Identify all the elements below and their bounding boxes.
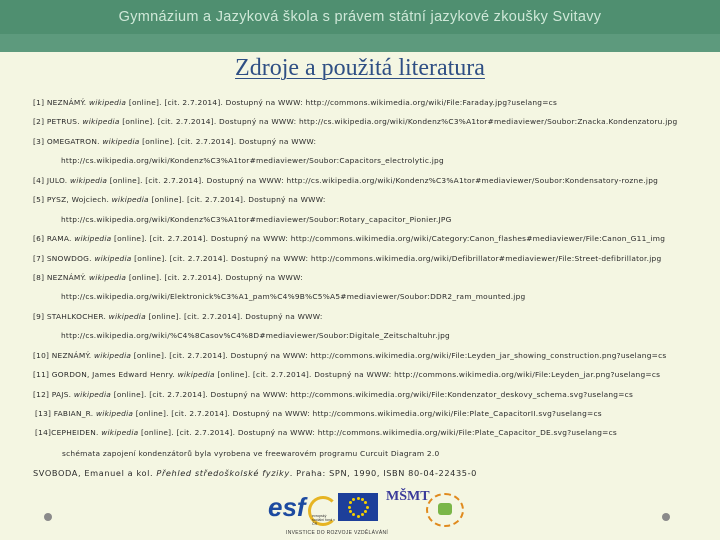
eu-funding-logos: [268, 490, 478, 538]
reference-item: [33, 389, 713, 408]
eu-star-icon: [361, 513, 364, 516]
reference-prefix: [12] PAJS.: [33, 389, 74, 399]
reference-prefix: [14]CEPHEIDEN.: [35, 428, 102, 438]
eu-star-icon: [349, 501, 352, 504]
reference-item: [33, 311, 713, 330]
reference-item: [33, 369, 713, 388]
reference-source: wikipedia: [89, 98, 127, 107]
reference-item: [33, 330, 713, 349]
reference-item: [33, 97, 713, 116]
reference-prefix: [3] OMEGATRON.: [33, 136, 103, 146]
reference-prefix: [11] GORDON, James Edward Henry.: [33, 370, 178, 380]
msmt-logo: [386, 489, 430, 524]
bullet-dot-left: [44, 513, 52, 521]
reference-item: [33, 291, 713, 310]
eu-star-icon: [348, 506, 351, 509]
reference-item: [33, 272, 713, 291]
eu-flag-icon: [338, 493, 378, 521]
reference-source: wikipedia: [96, 409, 134, 418]
reference-prefix: [10] NEZNÁMÝ.: [33, 350, 94, 360]
book-reference: [33, 468, 477, 478]
eu-star-icon: [352, 513, 355, 516]
reference-item: [33, 350, 713, 369]
eu-star-icon: [364, 501, 367, 504]
reference-item: [33, 136, 713, 155]
eu-star-icon: [366, 506, 369, 509]
eu-star-icon: [357, 497, 360, 500]
reference-source: wikipedia: [89, 272, 127, 282]
reference-details: [online]. [cit. 2.7.2014]. Dostupný na WWW:: [139, 136, 317, 146]
reference-prefix: [9] STAHLKOCHER.: [33, 311, 109, 321]
msmt-logo-text: MŠMT: [386, 489, 430, 504]
op-logo-icon: [426, 493, 464, 527]
eu-star-icon: [361, 498, 364, 501]
reference-prefix: [7] SNOWDOG.: [33, 253, 95, 263]
op-logo-core: [438, 503, 452, 515]
esf-logo-text: esf: [268, 492, 306, 522]
reference-source: wikipedia: [111, 195, 149, 205]
reference-details: [online]. [cit. 2.7.2014]. Dostupný na WWW: http://commons.wikimedia.org/wiki/Category:Canon_flashes#mediaviewer/File:Canon_G11_img: [111, 234, 666, 244]
reference-item: [33, 427, 713, 446]
book-author: SVOBODA, Emanuel a kol.: [33, 468, 157, 478]
reference-item: [33, 175, 713, 194]
reference-details: [online]. [cit. 2.7.2014]. Dostupný na WWW: http://commons.wikimedia.org/wiki/File:Kondenzator_deskovy_schema.svg?uselang=cs: [111, 389, 634, 399]
eu-star-icon: [357, 515, 360, 518]
reference-source: wikipedia: [108, 311, 146, 321]
header-band: [0, 34, 720, 52]
eu-star-icon: [364, 510, 367, 513]
reference-details: [online]. [cit. 2.7.2014]. Dostupný na WWW: http://commons.wikimedia.org/wiki/File:Leyden_jar.png?uselang=cs: [214, 370, 661, 380]
reference-details: http://cs.wikipedia.org/wiki/%C4%8Casov%C4%8D#mediaviewer/Soubor:Digitale_Zeitschaltuhr.jpg: [61, 331, 451, 341]
reference-details: [online]. [cit. 2.7.2014]. Dostupný na WWW: http://cs.wikipedia.org/wiki/Kondenz%C3%A1tor#mediaviewer/Soubor:Kondensatory-rozne.jpg: [107, 175, 659, 185]
reference-prefix: [8] NEZNÁMÝ.: [33, 272, 90, 282]
reference-details: [online]. [cit. 2.7.2014]. Dostupný na WWW:: [126, 272, 303, 282]
reference-details: [online]. [cit. 2.7.2014]. Dostupný na WWW: http://commons.wikimedia.org/wiki/File:Faraday.jpg?uselang=cs: [126, 98, 558, 107]
reference-item: [33, 233, 713, 252]
reference-item: [33, 253, 713, 272]
reference-source: wikipedia: [82, 117, 120, 127]
reference-prefix: [5] PYSZ, Wojciech.: [33, 195, 112, 205]
reference-item: [33, 155, 713, 174]
reference-source: wikipedia: [69, 175, 108, 185]
reference-source: wikipedia: [74, 234, 112, 244]
reference-source: wikipedia: [177, 370, 215, 380]
reference-source: wikipedia: [94, 253, 132, 263]
reference-item: [33, 408, 713, 427]
reference-item: [33, 116, 713, 135]
reference-details: [online]. [cit. 2.7.2014]. Dostupný na WWW:: [145, 311, 323, 321]
esf-small-text: evropský sociální fond v ČR: [312, 514, 335, 526]
reference-prefix: [13] FABIAN_R.: [35, 409, 96, 418]
reference-item: [33, 194, 713, 213]
reference-prefix: [4] JULO.: [33, 175, 70, 185]
reference-prefix: [1] NEZNÁMÝ.: [33, 98, 90, 107]
reference-details: [online]. [cit. 2.7.2014]. Dostupný na WWW: http://commons.wikimedia.org/wiki/Defibrillator#mediaviewer/File:Street-defibrillator.jpg: [131, 253, 662, 263]
reference-item: [33, 214, 713, 233]
school-name: Gymnázium a Jazyková škola s právem státní jazykové zkoušky Svitavy: [118, 9, 602, 25]
reference-source: wikipedia: [73, 389, 112, 399]
reference-details: [online]. [cit. 2.7.2014]. Dostupný na WWW: http://commons.wikimedia.org/wiki/File:Plate_Capacitor_DE.svg?uselang=cs: [138, 428, 618, 438]
eu-star-icon: [349, 510, 352, 513]
reference-details: http://cs.wikipedia.org/wiki/Elektronick%C3%A1_pam%C4%9B%C5%A5#mediaviewer/Soubor:DDR2_ram_mounted.jpg: [61, 292, 526, 302]
reference-source: wikipedia: [102, 136, 140, 146]
diagram-note: schémata zapojení kondenzátorů byla vyrobena ve freewarovém programu Curcuit Diagram 2.0: [62, 449, 440, 458]
reference-list: [33, 97, 713, 447]
reference-prefix: [2] PETRUS.: [33, 117, 83, 127]
page-title: Zdroje a použitá literatura: [235, 55, 485, 81]
reference-details: [online]. [cit. 2.7.2014]. Dostupný na WWW: http://cs.wikipedia.org/wiki/Kondenz%C3%A1tor#mediaviewer/Soubor:Znacka.Kondenzatoru.jpg: [119, 117, 678, 127]
reference-details: [online]. [cit. 2.7.2014]. Dostupný na WWW:: [148, 195, 326, 205]
book-title: Přehled středoškolské fyziky: [156, 468, 290, 478]
reference-details: http://cs.wikipedia.org/wiki/Kondenz%C3%A1tor#mediaviewer/Soubor:Rotary_capacitor_Pionier.JPG: [61, 214, 452, 224]
bullet-dot-right: [662, 513, 670, 521]
reference-details: [online]. [cit. 2.7.2014]. Dostupný na WWW: http://commons.wikimedia.org/wiki/File:Plate_CapacitorII.svg?uselang=cs: [133, 409, 602, 418]
reference-details: [online]. [cit. 2.7.2014]. Dostupný na WWW: http://commons.wikimedia.org/wiki/File:Leyden_jar_showing_construction.png?uselang=cs: [131, 350, 667, 360]
funding-tagline: INVESTICE DO ROZVOJE VZDĚLÁVÁNÍ: [286, 530, 389, 536]
reference-prefix: [6] RAMA.: [33, 234, 75, 244]
reference-source: wikipedia: [101, 428, 139, 438]
eu-star-icon: [352, 498, 355, 501]
reference-source: wikipedia: [93, 350, 132, 360]
reference-details: http://cs.wikipedia.org/wiki/Kondenz%C3%A1tor#mediaviewer/Soubor:Capacitors_electrolytic.jpg: [61, 156, 444, 166]
book-publisher: . Praha: SPN, 1990, ISBN 80-04-22435-0: [289, 468, 477, 478]
